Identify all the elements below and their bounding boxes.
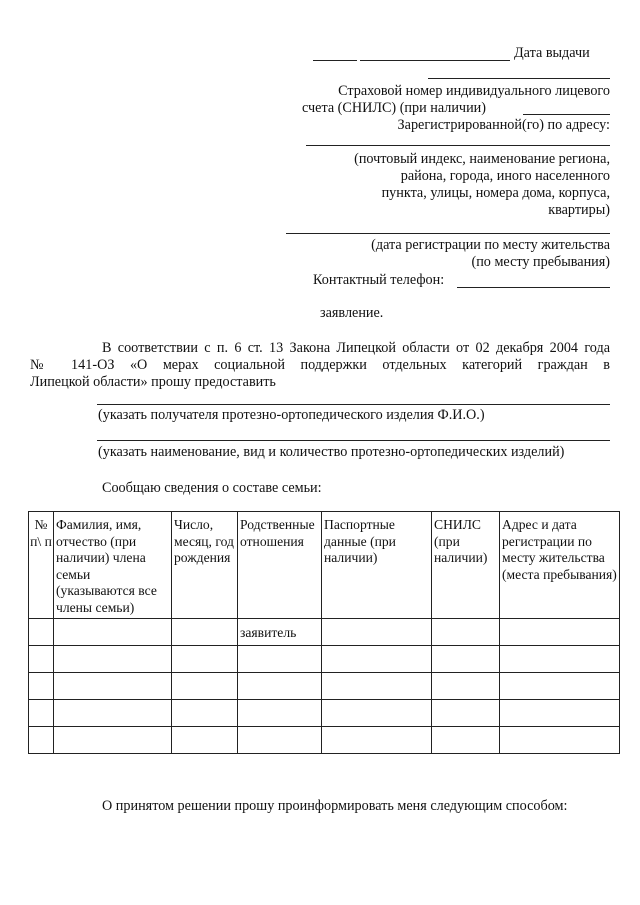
registration-hint-line1: (дата регистрации по месту жительства	[371, 237, 610, 253]
items-underline	[97, 440, 610, 441]
family-intro: Сообщаю сведения о составе семьи:	[102, 480, 322, 496]
table-cell[interactable]	[322, 700, 432, 727]
table-cell[interactable]	[432, 727, 500, 754]
address-underline	[306, 145, 610, 146]
registered-label: Зарегистрированной(го) по адресу:	[397, 117, 610, 133]
table-cell[interactable]	[500, 727, 620, 754]
table-cell[interactable]	[432, 619, 500, 646]
table-cell[interactable]	[432, 646, 500, 673]
snils-label-line1: Страховой номер индивидуального лицевого	[338, 83, 610, 99]
table-cell[interactable]	[238, 646, 322, 673]
table-row	[29, 700, 620, 727]
table-cell[interactable]	[238, 673, 322, 700]
table-cell[interactable]	[54, 700, 172, 727]
blank-line-1	[428, 78, 610, 79]
paragraph-line2: № 141-ОЗ «О мерах социальной поддержки отдельных категорий граждан в	[30, 357, 610, 373]
header-relationship: Родственные отношения	[238, 512, 322, 619]
snils-underline	[523, 114, 610, 115]
phone-underline	[457, 287, 610, 288]
date-label: Дата выдачи	[514, 45, 590, 61]
paragraph-line3: Липецкой области» прошу предоставить	[30, 374, 276, 390]
family-table	[28, 511, 620, 754]
header-number: № п\ п	[29, 512, 54, 619]
table-cell[interactable]	[500, 619, 620, 646]
header-address: Адрес и дата регистрации по месту жительства (места пребывания)	[500, 512, 620, 619]
table-row	[29, 646, 620, 673]
recipient-hint: (указать получателя протезно-ортопедического изделия Ф.И.О.)	[98, 407, 485, 423]
table-cell[interactable]	[172, 646, 238, 673]
document-title: заявление.	[320, 305, 384, 321]
closing-line: О принятом решении прошу проинформировать меня следующим способом:	[102, 798, 568, 814]
table-cell[interactable]	[432, 673, 500, 700]
table-cell[interactable]	[322, 727, 432, 754]
table-cell[interactable]	[238, 727, 322, 754]
recipient-underline	[97, 404, 610, 405]
items-hint: (указать наименование, вид и количество протезно-ортопедических изделий)	[98, 444, 565, 460]
relationship-applicant: заявитель	[240, 625, 297, 640]
table-cell[interactable]	[500, 673, 620, 700]
table-cell[interactable]	[172, 727, 238, 754]
address-hint-line2: района, города, иного населенного	[400, 168, 610, 184]
table-cell[interactable]	[29, 646, 54, 673]
table-cell[interactable]	[172, 673, 238, 700]
table-row	[29, 619, 620, 646]
table-cell[interactable]	[29, 700, 54, 727]
table-cell[interactable]	[54, 646, 172, 673]
address-hint-line4: квартиры)	[548, 202, 610, 218]
registration-hint-line2: (по месту пребывания)	[471, 254, 610, 270]
table-header-row	[29, 512, 620, 619]
table-cell[interactable]	[29, 727, 54, 754]
table-cell[interactable]	[500, 700, 620, 727]
address-hint-line3: пункта, улицы, номера дома, корпуса,	[381, 185, 610, 201]
registration-underline	[286, 233, 610, 234]
table-cell[interactable]	[238, 619, 322, 646]
table-cell[interactable]	[322, 619, 432, 646]
header-snils: СНИЛС (при наличии)	[432, 512, 500, 619]
table-cell[interactable]	[172, 700, 238, 727]
table-cell[interactable]	[29, 619, 54, 646]
date-underline-long	[360, 60, 510, 61]
header-birth-date: Число, месяц, год рождения	[172, 512, 238, 619]
table-cell[interactable]	[500, 646, 620, 673]
address-hint-line1: (почтовый индекс, наименование региона,	[354, 151, 610, 167]
table-row	[29, 727, 620, 754]
header-full-name: Фамилия, имя, отчество (при наличии) члена семьи (указываются все члены семьи)	[54, 512, 172, 619]
table-cell[interactable]	[172, 619, 238, 646]
phone-label: Контактный телефон:	[313, 272, 445, 288]
table-cell[interactable]	[54, 673, 172, 700]
table-cell[interactable]	[432, 700, 500, 727]
header-passport: Паспортные данные (при наличии)	[322, 512, 432, 619]
paragraph-line1: В соответствии с п. 6 ст. 13 Закона Липецкой области от 02 декабря 2004 года	[102, 340, 610, 356]
date-underline-short	[313, 60, 357, 61]
table-cell[interactable]	[238, 700, 322, 727]
snils-label-line2: счета (СНИЛС) (при наличии)	[302, 100, 486, 116]
table-cell[interactable]	[29, 673, 54, 700]
table-cell[interactable]	[54, 619, 172, 646]
table-cell[interactable]	[322, 646, 432, 673]
table-cell[interactable]	[322, 673, 432, 700]
table-cell[interactable]	[54, 727, 172, 754]
table-row	[29, 673, 620, 700]
